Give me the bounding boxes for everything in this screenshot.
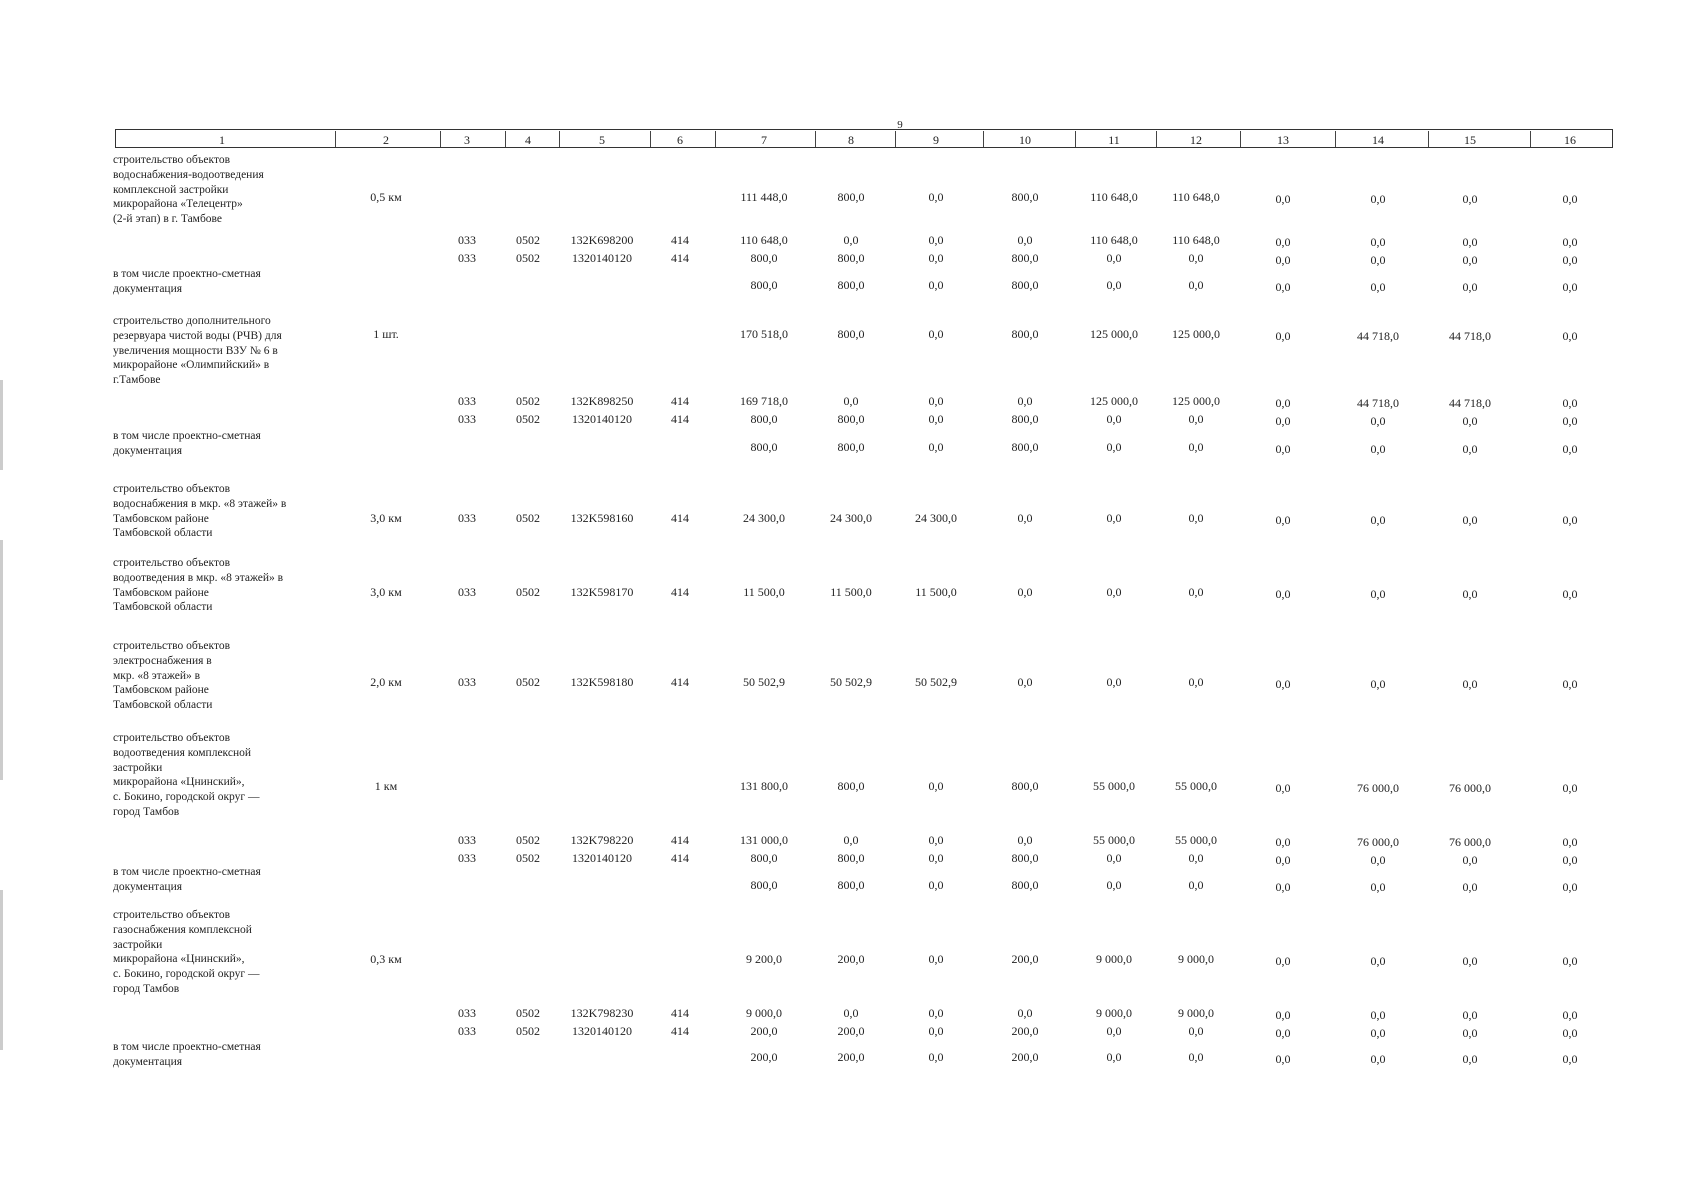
- expense-type-cell: 414: [671, 394, 689, 408]
- amount-cell: 800,0: [837, 779, 865, 793]
- amount-cell: 200,0: [1011, 1024, 1039, 1038]
- amount-cell: 0,0: [1370, 954, 1386, 968]
- amount-cell: 0,0: [1562, 253, 1578, 267]
- amount-cell: 0,0: [1562, 677, 1578, 691]
- amount-cell: 800,0: [837, 278, 865, 292]
- ministry-code-cell: 033: [458, 585, 476, 599]
- amount-cell: 55 000,0: [1175, 833, 1217, 847]
- amount-cell: 0,0: [1275, 677, 1291, 691]
- column-header-9: 9: [933, 133, 939, 147]
- expense-type-cell: 414: [671, 851, 689, 865]
- amount-cell: 0,0: [1462, 192, 1478, 206]
- section-code-cell: 0502: [516, 675, 540, 689]
- amount-cell: 0,0: [1106, 440, 1122, 454]
- section-code-cell: 0502: [516, 511, 540, 525]
- amount-cell: 0,0: [928, 251, 944, 265]
- amount-cell: 0,0: [1106, 278, 1122, 292]
- amount-cell: 0,0: [928, 394, 944, 408]
- amount-cell: 125 000,0: [1172, 394, 1220, 408]
- row-label: в том числе проектно-сметная документация: [113, 430, 261, 457]
- ministry-code-cell: 033: [458, 412, 476, 426]
- amount-cell: 800,0: [750, 251, 778, 265]
- amount-cell: 0,0: [1188, 1050, 1204, 1064]
- amount-cell: 110 648,0: [1172, 233, 1220, 247]
- column-header-12: 12: [1190, 133, 1202, 147]
- amount-cell: 0,0: [928, 440, 944, 454]
- amount-cell: 55 000,0: [1093, 833, 1135, 847]
- row-label: строительство объектов водоотведения комплексной застройки микрорайона «Цнинский», с. Бокино, городской округ — город Тамбов: [113, 732, 260, 818]
- amount-cell: 0,0: [1370, 414, 1386, 428]
- amount-cell: 0,0: [1106, 675, 1122, 689]
- page-number: 9: [897, 119, 903, 131]
- column-header-2: 2: [383, 133, 389, 147]
- amount-cell: 200,0: [837, 1050, 865, 1064]
- column-header-13: 13: [1277, 133, 1289, 147]
- amount-cell: 110 648,0: [740, 233, 788, 247]
- amount-cell: 0,0: [928, 190, 944, 204]
- amount-cell: 0,0: [843, 233, 859, 247]
- amount-cell: 0,0: [1275, 442, 1291, 456]
- amount-cell: 0,0: [1562, 1008, 1578, 1022]
- section-code-cell: 0502: [516, 851, 540, 865]
- amount-cell: 110 648,0: [1172, 190, 1220, 204]
- amount-cell: 110 648,0: [1090, 190, 1138, 204]
- amount-cell: 0,0: [1370, 1026, 1386, 1040]
- amount-cell: 44 718,0: [1449, 329, 1491, 343]
- expense-type-cell: 414: [671, 251, 689, 265]
- row-label: строительство объектов электроснабжения в мкр. «8 этажей» в Тамбовском районе Тамбовской области: [113, 640, 230, 712]
- amount-cell: 44 718,0: [1357, 396, 1399, 410]
- amount-cell: 0,0: [1275, 587, 1291, 601]
- amount-cell: 800,0: [1011, 851, 1039, 865]
- amount-cell: 0,0: [1106, 511, 1122, 525]
- amount-cell: 800,0: [837, 440, 865, 454]
- section-code-cell: 0502: [516, 833, 540, 847]
- amount-cell: 200,0: [750, 1024, 778, 1038]
- amount-cell: 170 518,0: [740, 327, 788, 341]
- section-code-cell: 0502: [516, 394, 540, 408]
- amount-cell: 0,0: [928, 851, 944, 865]
- amount-cell: 24 300,0: [743, 511, 785, 525]
- expense-type-cell: 414: [671, 833, 689, 847]
- amount-cell: 0,0: [1562, 1026, 1578, 1040]
- column-header-16: 16: [1564, 133, 1576, 147]
- unit-cell: 3,0 км: [370, 585, 402, 599]
- amount-cell: 0,0: [1462, 442, 1478, 456]
- expense-type-cell: 414: [671, 585, 689, 599]
- amount-cell: 0,0: [1370, 880, 1386, 894]
- amount-cell: 200,0: [1011, 952, 1039, 966]
- section-code-cell: 0502: [516, 233, 540, 247]
- amount-cell: 55 000,0: [1093, 779, 1135, 793]
- amount-cell: 11 500,0: [830, 585, 872, 599]
- column-header-3: 3: [464, 133, 470, 147]
- ministry-code-cell: 033: [458, 1006, 476, 1020]
- amount-cell: 0,0: [928, 412, 944, 426]
- amount-cell: 0,0: [1188, 412, 1204, 426]
- row-label: строительство объектов газоснабжения комплексной застройки микрорайона «Цнинский», с. Бокино, городской округ — город Тамбов: [113, 909, 260, 995]
- amount-cell: 111 448,0: [740, 190, 788, 204]
- amount-cell: 0,0: [1562, 329, 1578, 343]
- amount-cell: 0,0: [1562, 1052, 1578, 1066]
- unit-cell: 1 км: [374, 779, 398, 793]
- amount-cell: 0,0: [928, 1006, 944, 1020]
- amount-cell: 800,0: [750, 278, 778, 292]
- amount-cell: 200,0: [1011, 1050, 1039, 1064]
- amount-cell: 0,0: [1275, 513, 1291, 527]
- ministry-code-cell: 033: [458, 1024, 476, 1038]
- amount-cell: 800,0: [837, 412, 865, 426]
- amount-cell: 44 718,0: [1357, 329, 1399, 343]
- expense-type-cell: 414: [671, 675, 689, 689]
- expense-type-cell: 414: [671, 1024, 689, 1038]
- amount-cell: 0,0: [1017, 233, 1033, 247]
- amount-cell: 0,0: [928, 878, 944, 892]
- amount-cell: 0,0: [1275, 396, 1291, 410]
- amount-cell: 0,0: [1462, 513, 1478, 527]
- amount-cell: 0,0: [1275, 853, 1291, 867]
- amount-cell: 0,0: [1562, 414, 1578, 428]
- amount-cell: 125 000,0: [1172, 327, 1220, 341]
- amount-cell: 0,0: [1562, 442, 1578, 456]
- amount-cell: 0,0: [1188, 851, 1204, 865]
- amount-cell: 800,0: [837, 327, 865, 341]
- amount-cell: 50 502,9: [915, 675, 957, 689]
- row-label: в том числе проектно-сметная документация: [113, 268, 261, 295]
- unit-cell: 2,0 км: [370, 675, 402, 689]
- amount-cell: 0,0: [928, 233, 944, 247]
- unit-cell: 0,3 км: [370, 952, 402, 966]
- amount-cell: 800,0: [1011, 412, 1039, 426]
- amount-cell: 76 000,0: [1357, 781, 1399, 795]
- section-code-cell: 0502: [516, 412, 540, 426]
- amount-cell: 131 800,0: [740, 779, 788, 793]
- ministry-code-cell: 033: [458, 251, 476, 265]
- amount-cell: 0,0: [928, 278, 944, 292]
- amount-cell: 0,0: [1275, 880, 1291, 894]
- amount-cell: 9 000,0: [1096, 952, 1132, 966]
- column-header-6: 6: [677, 133, 683, 147]
- amount-cell: 0,0: [1562, 192, 1578, 206]
- column-header-4: 4: [525, 133, 531, 147]
- amount-cell: 24 300,0: [915, 511, 957, 525]
- row-label: строительство дополнительного резервуара чистой воды (РЧВ) для увеличения мощности ВЗУ № 6 в микрорайоне «Олимпийский» в г.Тамбове: [113, 315, 282, 387]
- amount-cell: 0,0: [1106, 585, 1122, 599]
- amount-cell: 0,0: [1275, 235, 1291, 249]
- amount-cell: 55 000,0: [1175, 779, 1217, 793]
- amount-cell: 0,0: [1462, 1008, 1478, 1022]
- unit-cell: 0,5 км: [370, 190, 402, 204]
- column-header-7: 7: [761, 133, 767, 147]
- amount-cell: 0,0: [1370, 853, 1386, 867]
- amount-cell: 0,0: [1370, 587, 1386, 601]
- amount-cell: 0,0: [1562, 235, 1578, 249]
- amount-cell: 0,0: [1462, 1026, 1478, 1040]
- amount-cell: 0,0: [1188, 585, 1204, 599]
- amount-cell: 800,0: [750, 851, 778, 865]
- amount-cell: 800,0: [750, 412, 778, 426]
- amount-cell: 0,0: [1562, 781, 1578, 795]
- ministry-code-cell: 033: [458, 233, 476, 247]
- amount-cell: 0,0: [1106, 251, 1122, 265]
- amount-cell: 0,0: [1562, 880, 1578, 894]
- amount-cell: 800,0: [1011, 251, 1039, 265]
- amount-cell: 800,0: [1011, 440, 1039, 454]
- column-header-1: 1: [219, 133, 225, 147]
- row-label: в том числе проектно-сметная документация: [113, 1041, 261, 1068]
- amount-cell: 9 000,0: [1178, 952, 1214, 966]
- amount-cell: 0,0: [1462, 677, 1478, 691]
- amount-cell: 9 200,0: [746, 952, 782, 966]
- column-header-8: 8: [848, 133, 854, 147]
- target-code-cell: 132K698200: [570, 233, 634, 247]
- ministry-code-cell: 033: [458, 833, 476, 847]
- amount-cell: 0,0: [1370, 280, 1386, 294]
- amount-cell: 0,0: [843, 394, 859, 408]
- ministry-code-cell: 033: [458, 394, 476, 408]
- amount-cell: 50 502,9: [743, 675, 785, 689]
- unit-cell: 1 шт.: [373, 327, 399, 341]
- row-label: строительство объектов водоснабжения-водоотведения комплексной застройки микрорайона «Телецентр» (2-й этап) в г. Тамбове: [113, 154, 264, 226]
- target-code-cell: 132K798230: [570, 1006, 634, 1020]
- amount-cell: 0,0: [1275, 329, 1291, 343]
- amount-cell: 0,0: [1462, 853, 1478, 867]
- amount-cell: 0,0: [928, 833, 944, 847]
- amount-cell: 0,0: [1562, 853, 1578, 867]
- amount-cell: 0,0: [843, 833, 859, 847]
- amount-cell: 0,0: [1562, 396, 1578, 410]
- column-header-11: 11: [1108, 133, 1120, 147]
- target-code-cell: 132K598170: [570, 585, 634, 599]
- amount-cell: 0,0: [1562, 513, 1578, 527]
- amount-cell: 76 000,0: [1449, 781, 1491, 795]
- amount-cell: 0,0: [1562, 954, 1578, 968]
- row-label: в том числе проектно-сметная документация: [113, 866, 261, 893]
- amount-cell: 0,0: [1188, 675, 1204, 689]
- amount-cell: 0,0: [928, 1024, 944, 1038]
- amount-cell: 0,0: [1462, 954, 1478, 968]
- section-code-cell: 0502: [516, 1024, 540, 1038]
- amount-cell: 0,0: [1562, 587, 1578, 601]
- amount-cell: 0,0: [928, 952, 944, 966]
- amount-cell: 0,0: [1188, 251, 1204, 265]
- amount-cell: 800,0: [837, 851, 865, 865]
- amount-cell: 125 000,0: [1090, 327, 1138, 341]
- amount-cell: 0,0: [1106, 1050, 1122, 1064]
- column-header-10: 10: [1019, 133, 1031, 147]
- expense-type-cell: 414: [671, 233, 689, 247]
- amount-cell: 800,0: [750, 440, 778, 454]
- row-label: строительство объектов водоотведения в мкр. «8 этажей» в Тамбовском районе Тамбовской области: [113, 557, 284, 614]
- amount-cell: 800,0: [837, 190, 865, 204]
- amount-cell: 76 000,0: [1449, 835, 1491, 849]
- amount-cell: 0,0: [1462, 414, 1478, 428]
- amount-cell: 0,0: [843, 1006, 859, 1020]
- amount-cell: 800,0: [1011, 779, 1039, 793]
- amount-cell: 110 648,0: [1090, 233, 1138, 247]
- amount-cell: 24 300,0: [830, 511, 872, 525]
- amount-cell: 11 500,0: [915, 585, 957, 599]
- amount-cell: 0,0: [1370, 235, 1386, 249]
- amount-cell: 800,0: [1011, 278, 1039, 292]
- amount-cell: 0,0: [1275, 192, 1291, 206]
- amount-cell: 0,0: [1462, 253, 1478, 267]
- amount-cell: 0,0: [1188, 878, 1204, 892]
- amount-cell: 125 000,0: [1090, 394, 1138, 408]
- amount-cell: 0,0: [928, 779, 944, 793]
- amount-cell: 0,0: [1275, 280, 1291, 294]
- amount-cell: 0,0: [1562, 280, 1578, 294]
- amount-cell: 131 000,0: [740, 833, 788, 847]
- target-code-cell: 132K898250: [570, 394, 634, 408]
- unit-cell: 3,0 км: [370, 511, 402, 525]
- amount-cell: 0,0: [1462, 1052, 1478, 1066]
- amount-cell: 0,0: [1370, 1008, 1386, 1022]
- amount-cell: 0,0: [1017, 585, 1033, 599]
- amount-cell: 0,0: [1106, 878, 1122, 892]
- amount-cell: 0,0: [1106, 851, 1122, 865]
- amount-cell: 11 500,0: [743, 585, 785, 599]
- amount-cell: 76 000,0: [1357, 835, 1399, 849]
- amount-cell: 0,0: [928, 1050, 944, 1064]
- amount-cell: 0,0: [1275, 253, 1291, 267]
- amount-cell: 800,0: [1011, 190, 1039, 204]
- amount-cell: 800,0: [750, 878, 778, 892]
- column-header-5: 5: [599, 133, 605, 147]
- target-code-cell: 132K798220: [570, 833, 634, 847]
- amount-cell: 800,0: [1011, 327, 1039, 341]
- amount-cell: 0,0: [1462, 235, 1478, 249]
- target-code-cell: 1320140120: [572, 412, 632, 426]
- amount-cell: 0,0: [928, 327, 944, 341]
- amount-cell: 800,0: [837, 251, 865, 265]
- amount-cell: 44 718,0: [1449, 396, 1491, 410]
- amount-cell: 0,0: [1275, 1008, 1291, 1022]
- expense-type-cell: 414: [671, 412, 689, 426]
- amount-cell: 200,0: [837, 952, 865, 966]
- target-code-cell: 1320140120: [572, 1024, 632, 1038]
- ministry-code-cell: 033: [458, 675, 476, 689]
- amount-cell: 0,0: [1017, 833, 1033, 847]
- amount-cell: 0,0: [1017, 511, 1033, 525]
- section-code-cell: 0502: [516, 585, 540, 599]
- amount-cell: 0,0: [1017, 394, 1033, 408]
- column-header-14: 14: [1372, 133, 1384, 147]
- amount-cell: 800,0: [837, 878, 865, 892]
- amount-cell: 0,0: [1275, 835, 1291, 849]
- amount-cell: 0,0: [1017, 675, 1033, 689]
- target-code-cell: 132K598180: [570, 675, 634, 689]
- amount-cell: 0,0: [1370, 442, 1386, 456]
- amount-cell: 0,0: [1275, 1026, 1291, 1040]
- amount-cell: 200,0: [837, 1024, 865, 1038]
- row-label: строительство объектов водоснабжения в мкр. «8 этажей» в Тамбовском районе Тамбовской области: [113, 483, 287, 540]
- amount-cell: 0,0: [1188, 511, 1204, 525]
- amount-cell: 0,0: [1275, 954, 1291, 968]
- amount-cell: 800,0: [1011, 878, 1039, 892]
- amount-cell: 0,0: [1370, 192, 1386, 206]
- amount-cell: 0,0: [1462, 880, 1478, 894]
- amount-cell: 9 000,0: [746, 1006, 782, 1020]
- ministry-code-cell: 033: [458, 851, 476, 865]
- ministry-code-cell: 033: [458, 511, 476, 525]
- amount-cell: 0,0: [1462, 280, 1478, 294]
- amount-cell: 0,0: [1370, 1052, 1386, 1066]
- amount-cell: 0,0: [1370, 677, 1386, 691]
- expense-type-cell: 414: [671, 511, 689, 525]
- amount-cell: 0,0: [1275, 414, 1291, 428]
- amount-cell: 50 502,9: [830, 675, 872, 689]
- expense-type-cell: 414: [671, 1006, 689, 1020]
- amount-cell: 169 718,0: [740, 394, 788, 408]
- amount-cell: 9 000,0: [1178, 1006, 1214, 1020]
- amount-cell: 0,0: [1275, 1052, 1291, 1066]
- amount-cell: 0,0: [1106, 412, 1122, 426]
- amount-cell: 0,0: [1370, 253, 1386, 267]
- target-code-cell: 1320140120: [572, 251, 632, 265]
- section-code-cell: 0502: [516, 251, 540, 265]
- amount-cell: 0,0: [1188, 1024, 1204, 1038]
- section-code-cell: 0502: [516, 1006, 540, 1020]
- amount-cell: 0,0: [1462, 587, 1478, 601]
- amount-cell: 0,0: [1275, 781, 1291, 795]
- amount-cell: 0,0: [1188, 278, 1204, 292]
- target-code-cell: 1320140120: [572, 851, 632, 865]
- amount-cell: 0,0: [1017, 1006, 1033, 1020]
- column-header-15: 15: [1464, 133, 1476, 147]
- amount-cell: 9 000,0: [1096, 1006, 1132, 1020]
- amount-cell: 0,0: [1562, 835, 1578, 849]
- amount-cell: 0,0: [1370, 513, 1386, 527]
- target-code-cell: 132K598160: [570, 511, 634, 525]
- amount-cell: 0,0: [1106, 1024, 1122, 1038]
- amount-cell: 0,0: [1188, 440, 1204, 454]
- amount-cell: 200,0: [750, 1050, 778, 1064]
